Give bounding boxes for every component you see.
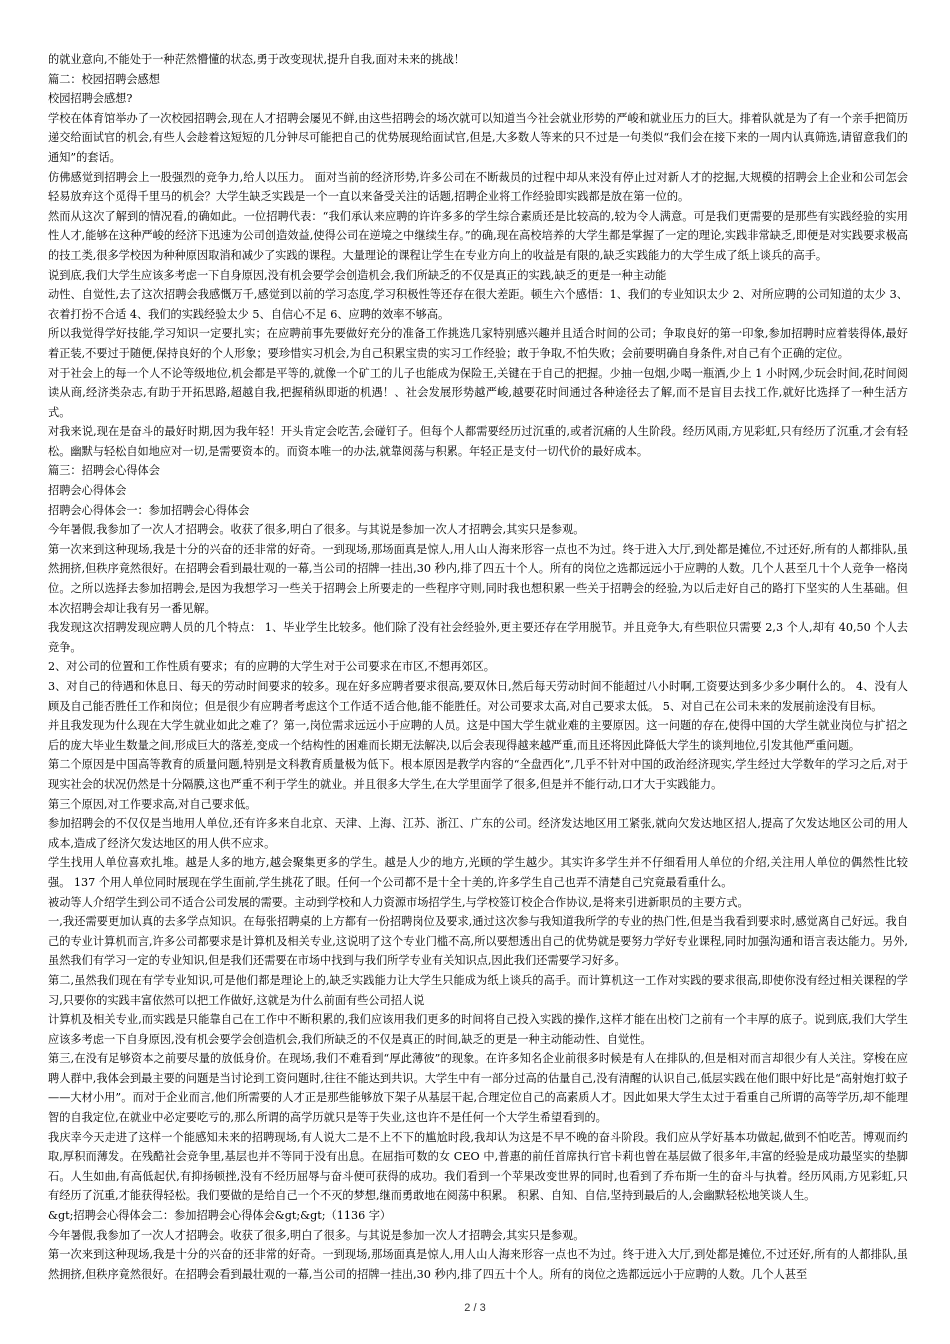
paragraph: 2、对公司的位置和工作性质有要求；有的应聘的大学生对于公司要求在市区,不想再郊区。 xyxy=(48,660,495,674)
paragraph: 第二,虽然我们现在有学专业知识,可是他们都是理论上的,缺乏实践能力让大学生只能成为纸上谈兵的高手。而计算机这一工作对实践的要求很高,即使你没有经过相关课程的学习,只要你的实践丰富依然可以把工作做好,这就是为什么前面有些公司招人说 xyxy=(48,973,908,1007)
paragraph: 一,我还需要更加认真的去多学点知识。在每张招聘桌的上方都有一份招聘岗位及要求,通过这次参与我知道我所学的专业的热门性,但是当我看到要求时,感觉离自己好远。我自己的专业计算机而言,许多公司都要求是计算机及相关专业,这说明了这个专业门槛不高,所以要想透出自己的优势就是要努力学好专业课程,同时加强沟通和语言表达能力。另外,虽然我们有学习一定的专业知识,但是我们还需要在市场中找到与我们所学专业有关知识点,因此我们还需要学习好多。 xyxy=(48,915,908,968)
paragraph: 学生找用人单位喜欢扎堆。越是人多的地方,越会聚集更多的学生。越是人少的地方,光顾的学生越少。其实许多学生并不仔细看用人单位的介绍,关注用人单位的偶然性比较强。 137 个用人单位同时展现在学生面前,学生挑花了眼。任何一个公司都不是十全十美的,许多学生自己也弄不清楚自己究竟最看重什么。 xyxy=(48,856,908,889)
paragraph: 说到底,我们大学生应该多考虑一下自身原因,没有机会要学会创造机会,我们所缺乏的不仅是真正的实践,缺乏的更是一种主动能 xyxy=(48,268,667,282)
paragraph: 第一次来到这种现场,我是十分的兴奋的还非常的好奇。一到现场,那场面真是惊人,用人山人海来形容一点也不为过。终于进入大厅,到处都是摊位,不过还好,所有的人都排队,虽然拥挤,但秩序竟然很好。在招聘会看到最壮观的一幕,当公司的招牌一挂出,30 秒内,排了四五十个人。所有的岗位之选都远远小于应聘的人数。几个人甚至 xyxy=(48,1248,908,1281)
paragraph: 被动等人介绍学生到公司不适合公司发展的需要。主动到学校和人力资源市场招学生,与学校签订校企合作协议,是将来引进新职员的主要方式。 xyxy=(48,895,749,909)
paragraph: 第三个原因,对工作要求高,对自己要求低。 xyxy=(48,797,257,811)
page-number: 2 / 3 xyxy=(464,1302,486,1314)
paragraph: &gt;招聘会心得体会二：参加招聘会心得体会&gt;&gt;（1136 字） xyxy=(48,1209,392,1223)
paragraph: 3、对自己的待遇和休息日、每天的劳动时间要求的较多。现在好多应聘者要求很高,要双休日,然后每天劳动时间不能超过八小时啊,工资要达到多少多少啊什么的。 4、没有人顾及自己能否胜任工作和岗位；但是很少有应聘者考虑这个工作适不适合他,能不能胜任。对公司要求太高,对自己要求太低。 5、对自己在公司未来的发展前途没有目标。 xyxy=(48,680,908,713)
paragraph: 学校在体育馆举办了一次校园招聘会,现在人才招聘会屡见不鲜,由这些招聘会的场次就可以知道当今社会就业形势的严峻和就业压力的巨大。排着队就是为了有一个亲手把简历递交给面试官的机会,有些人会趁着这短短的几分钟尽可能把自己的优势展现给面试官,但是,大多数人等来的只不过是一句类似“我们会在接下来的一周内认真筛选,请留意我们的通知”的套话。 xyxy=(48,111,908,164)
paragraph: 对我来说,现在是奋斗的最好时期,因为我年轻！开头肯定会吃苦,会碰钉子。但每个人都需要经历过沉重的,或者沉痛的人生阶段。经历风雨,方见彩虹,只有经历了沉重,才会有轻松。幽默与轻松自如地应对一切,是需要资本的。而资本唯一的办法,就靠阅荡与积累。年轻正是支付一切代价的最好成本。 xyxy=(48,425,908,458)
paragraph: 招聘会心得体会一：参加招聘会心得体会 xyxy=(48,503,250,517)
paragraph: 第二个原因是中国高等教育的质量问题,特别是文科教育质量极为低下。根本原因是教学内容的“全盘西化”,几乎不针对中国的政治经济现实,学生经过大学数年的学习之后,对于现实社会的状况仍然是十分隔膜,这也严重不利于学生的就业。并且很多大学生,在大学里面学了很多,但是并不能行动,口才大于实践能力。 xyxy=(48,758,908,791)
paragraph: 校园招聘会感想? xyxy=(48,92,133,106)
paragraph: 计算机及相关专业,而实践是只能靠自己在工作中不断积累的,我们应该用我们更多的时间将自己投入实践的操作,这样才能在出校门之前有一个丰厚的底子。说到底,我们大学生应该多考虑一下自身原因,没有机会要学会创造机会,我们所缺乏的不仅是真正的时间,缺乏的更是一种主动能动性、自觉性。 xyxy=(48,1013,908,1046)
paragraph: 仿佛感觉到招聘会上一股强烈的竞争力,给人以压力。 面对当前的经济形势,许多公司在不断裁员的过程中却从来没有停止过对新人才的挖掘,大规模的招聘会上企业和公司怎会轻易放弃这个觅得千里马的机会？大学生缺乏实践是一个一直以来备受关注的话题,招聘企业将工作经验即实践都是放在第一位的。 xyxy=(48,170,908,204)
paragraph: 第一次来到这种现场,我是十分的兴奋的还非常的好奇。一到现场,那场面真是惊人,用人山人海来形容一点也不为过。终于进入大厅,到处都是摊位,不过还好,所有的人都排队,虽然拥挤,但秩序竟然很好。在招聘会看到最壮观的一幕,当公司的招牌一挂出,30 秒内,排了四五十个人。所有的岗位之选都远远小于应聘的人数。几个人甚至几十个人竞争一格岗位。之所以选择去参加招聘会,是因为我想学习一些关于招聘会上所要走的一些程序守则,同时我也想积累一些关于招聘会的经验,为以后走好自己的路打下坚实的人生基础。但本次招聘会却让我有另一番见解。 xyxy=(48,542,908,615)
paragraph: 第三,在没有足够资本之前要尽量的放低身价。在现场,我们不难看到“厚此薄彼”的现象。在许多知名企业前很多时候是有人在排队的,但是相对而言却很少有人关注。穿梭在应聘人群中,我体会到最主要的问题是当讨论到工资问题时,往往不能达到共识。大学生中有一部分过高的估量自己,没有清醒的认识自己,低层实践在他们眼中好比是“高射炮打蚊子——大材小用”。而对于企业而言,他们所需要的人才正是那些能够放下架子从基层干起,合理定位自己的高素质人才。因此如果大学生太过于看重自己所谓的高等学历,却不能理智的自我定位,在就业中必定要吃亏的,那么所谓的高学历就只是等于失业,这也许不是任何一个大学生希望看到的。 xyxy=(48,1052,908,1125)
paragraph: 我庆幸今天走进了这样一个能感知未来的招聘现场,有人说大二是不上不下的尴尬时段,我却认为这是不早不晚的奋斗阶段。我们应从学好基本功做起,做到不怕吃苦。博观而约取,厚积而薄发。在残酷社会竞争里,基层也并不等同于没有出息。在屈指可数的女 CEO 中,普惠的前任首席执行官卡莉也曾在基层做了很多年,丰富的经验是成功最坚实的垫脚石。人生如曲,有高低起伏,有抑扬顿挫,没有不经历屈辱与奋斗便可获得的成功。我们看到一个苹果改变世界的同时,也看到了乔布斯一生的奋斗与执着。经历风雨,方见彩虹,只有经历了沉重,才能获得轻松。我们要做的是给自己一个不灭的梦想,继而勇敢地在阅荡中积累。 积累、自知、自信,坚持到最后的人,会幽默轻松地笑谈人生。 xyxy=(48,1130,908,1203)
paragraph: 的就业意向,不能处于一种茫然懵懂的状态,勇于改变现状,提升自我,面对未来的挑战！ xyxy=(48,53,465,66)
paragraph: 我发现这次招聘发现应聘人员的几个特点： 1、毕业学生比较多。他们除了没有社会经验外,更主要还存在学用脱节。并且竞争大,有些职位只需要 2,3 个人,却有 40,50 个人去竞争。 xyxy=(48,621,908,654)
paragraph: 篇二：校园招聘会感想 xyxy=(48,72,160,86)
paragraph: 并且我发现为什么现在大学生就业如此之难了？第一,岗位需求远远小于应聘的人员。这是中国大学生就业难的主要原因。这一问题的存在,使得中国的大学生就业岗位与扩招之后的庞大毕业生数量之间,形成巨大的落差,变成一个结构性的困难而长期无法解决,以后会表现得越来越严重,而且还将因此降低大学生的谈判地位,引发其他严重问题。 xyxy=(48,719,908,752)
paragraph: 篇三：招聘会心得体会 xyxy=(48,464,160,478)
paragraph: 所以我觉得学好技能,学习知识一定要扎实；在应聘前事先要做好充分的准备工作挑选几家特别感兴趣并且适合时间的公司；争取良好的第一印象,参加招聘时应着装得体,最好着正装,不要过于随便,保持良好的个人形象；要珍惜实习机会,为自己积累宝贵的实习工作经验；敢于争取,不怕失败；会前要明确自身条件,对自己有个正确的定位。 xyxy=(48,327,908,360)
paragraph: 然而从这次了解到的情况看,的确如此。一位招聘代表：“我们承认来应聘的许许多多的学生综合素质还是比较高的,较为令人满意。可是我们更需要的是那些有实践经验的实用性人才,能够在这种严峻的经济下迅速为公司创造效益,使得公司在逆境之中继续生存。”的确,现在高校培养的大学生都是掌握了一定的理论,实践非常缺乏,即便是对实践要求极高的技工类,很多学校因为种种原因取消和减少了实践的课程。大量理论的课程让学生在专业方向上的收益是有限的,缺乏实践能力的大学生成了纸上谈兵的高手。 xyxy=(48,209,908,262)
paragraph: 参加招聘会的不仅仅是当地用人单位,还有许多来自北京、天津、上海、江苏、浙江、广东的公司。经济发达地区用工紧张,就向欠发达地区招人,提高了欠发达地区公司的用人成本,造成了经济欠发达地区的用人供不应求。 xyxy=(48,817,908,850)
paragraph: 今年暑假,我参加了一次人才招聘会。收获了很多,明白了很多。与其说是参加一次人才招聘会,其实只是参观。 xyxy=(48,523,585,537)
paragraph: 动性、自觉性,去了这次招聘会我感慨万千,感觉到以前的学习态度,学习积极性等还存在很大差距。顿生六个感悟：1、我们的专业知识太少 2、对所应聘的公司知道的太少 3、衣着打扮不合适 4、我们的实践经验太少 5、自信心不足 6、应聘的效率不够高。 xyxy=(48,288,908,321)
paragraph: 今年暑假,我参加了一次人才招聘会。收获了很多,明白了很多。与其说是参加一次人才招聘会,其实只是参观。 xyxy=(48,1228,585,1242)
document-body xyxy=(48,50,908,1284)
paragraph: 对于社会上的每一个人不论等级地位,机会都是平等的,就像一个矿工的儿子也能成为保险王,关键在于自己的把握。少抽一包烟,少喝一瓶酒,少上 1 小时网,少玩会时间,花时间阅读从商,经济类杂志,有助于开拓思路,超越自我,把握稍纵即逝的机遇！、社会发展形势越严峻,越要花时间通过各种途径去了解,而不是盲目去找工作,就好比选择了一种生活方式。 xyxy=(48,366,908,419)
paragraph: 招聘会心得体会 xyxy=(48,484,127,498)
